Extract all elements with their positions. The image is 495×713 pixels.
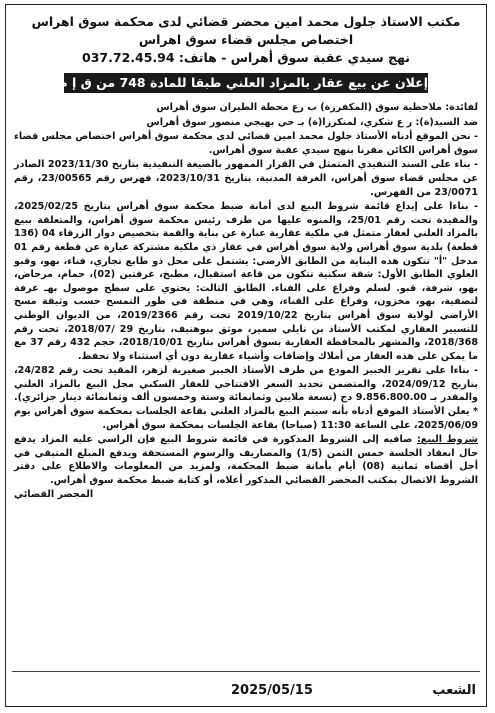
footer-divider [12,671,480,672]
defendant-paragraph: ضد السيد(ة): ر ع شكري، لمنكرزا(ة) بـ حي بهيجي منصور سوق أهراس [146,116,478,128]
notice-body [6,97,486,488]
conditions-text: صافيه إلى الشروط المذكورة في قائمة شروط البيع فإن الراسي عليه المزاد يدفع حال انعقاد الجلسة خمس الثمن (1/5) والمصاريف والرسوم المستحقة ويدفع المبلغ المتبقي في أجل أقصاه ثمانية (08) أيام بأمانة ضبط المحكمة، ولمزيد من المعلومات والاطلاع على دفتر الشروط الاتصال بمكتب المحضر القضائي المذكور أعلاه، أو كتابة ضبط محكمة سوق أهراس. [14,434,479,487]
newspaper-name: الشعب [432,683,476,698]
header-office-line: مكتب الاستاذ جلول محمد امين محضر قضائي لدى محكمة سوق اهراس [31,14,461,29]
property-paragraph: - بناءا على إيداع قائمة شروط البيع لدى أمانة ضبط محكمة سوق أهراس بتاريخ 2025/02/25، والمقيدة تحت رقم 25/01، والمنوه عليها من طرف رئيس محكمة سوق أهراس، والمتعلقة ببيع بالمزاد العلني لعقار متمثل في ملكية عقارية عبارة عن بناية والقمة بتخصيص دوار الزرقاء 04 (136 قطعة) بلدية سوق أهراس ولاية سوق أهراس في عقار ذي ملكية مشتركة عبارة عن قطعة رقم 01 مدخل "أ" تتكون هذه البناية من الطابق الأرضي: يشتمل على محل ذو طابع تجاري، فناء، بهو، وقبو العلوي الطابق الأول: شقة سكنية تتكون من قاعة استقبال، مطبخ، غرفتين (02)، حمام، مرحاض، بهو، شرفة، قبو. لسلم وفراغ على الفناء. الطابق الثالث: يحتوي على سطح موصول بهـ غرفة لتصفية، بهو، مخزون، وفراغ على الفناء، وهي في منطقة في طور التمسح حسب وثيقة مسح الأراضي لولاية سوق أهراس بتاريخ 2019/10/22 تحت رقم 2019/2366، من الديوان الوطني للتسيير العقاري لمكتب الأستاذ بن نايلي سمير، موثق ببوهنيف، بتاريخ 29 /2018/07، تحت رقم 2018/368، والمشهر بالمحافظة العقارية بسوق أهراس بتاريخ 2018/10/01، حجم 432 رقم 37 مع ما يمكن على هذه العقار من أملاك وإضافات وأشياء عقارية دون أي استثناء ولا تحفظ. [14,201,478,362]
bailiff-paragraph: - نحن الموقع أدناه الأستاذ جلول محمد امين قضائي لدى محكمة سوق أهراس اختصاص مجلس قضاء سوق أهراس الكائن مقرنا بنهج سيدي عقبة سوق أهراس. [14,131,478,156]
valuation-paragraph: - بناءا على تقرير الخبير المودع من طرف الأستاذ الخبير صغيرية لزهر، المقيد تحت رقم 24/282، بتاريخ 2024/09/12، والمتضمن تحديد السعر الافتتاحي للعقار السكني محل البيع بالمزاد العلني والمقدر بـ 9.856.800.00 دج (تسعة ملايين وثمانمائة وستة وخمسون ألف وثمانمائة دينار جزائري). * يعلن الأستاذ الموقع أدناه بأنه سيتم البيع بالمزاد العلني بقاعة الجلسات بمحكمة سوق أهراس يوم 2025/06/09، على الساعة 11:30 (صباحا) بقاعة الجلسات بمحكمة سوق أهراس. [14,365,478,431]
notice-header [6,13,486,67]
conditions-label: شروط البيع: [416,434,478,446]
header-jurisdiction-line: اختصاص مجلس قضاء سوق اهراس [138,32,354,47]
header-address-line: نهج سيدي عقبة سوق أهراس - هاتف: 037.72.45.94 [82,50,410,65]
legal-notice [5,4,487,707]
notice-title-banner: إعلان عن بيع عقار بالمزاد العلني طبقا للمادة 748 من ق إ م إ [64,73,428,93]
notice-footer [6,680,486,698]
beneficiary-paragraph: لفائدة: ملاحظية سوق (المكفرزة) ب رع محطة الطيران سوق أهراس [156,102,478,113]
signature-label: المحضر القضائي [14,488,94,500]
conditions-paragraph [14,433,478,487]
writ-paragraph: - بناء على السند التنفيذي المتمثل في القرار الممهور بالصيغة التنفيذية بتاريخ 2023/11/30 الصادر عن مجلس قضاء سوق أهراس، الغرفة المدنية، بتاريخ 2023/10/31، فهرس رقم 23/00565، رقم 23/0071 من الفهرس. [14,159,479,198]
publication-date: 2025/05/15 [231,683,313,698]
